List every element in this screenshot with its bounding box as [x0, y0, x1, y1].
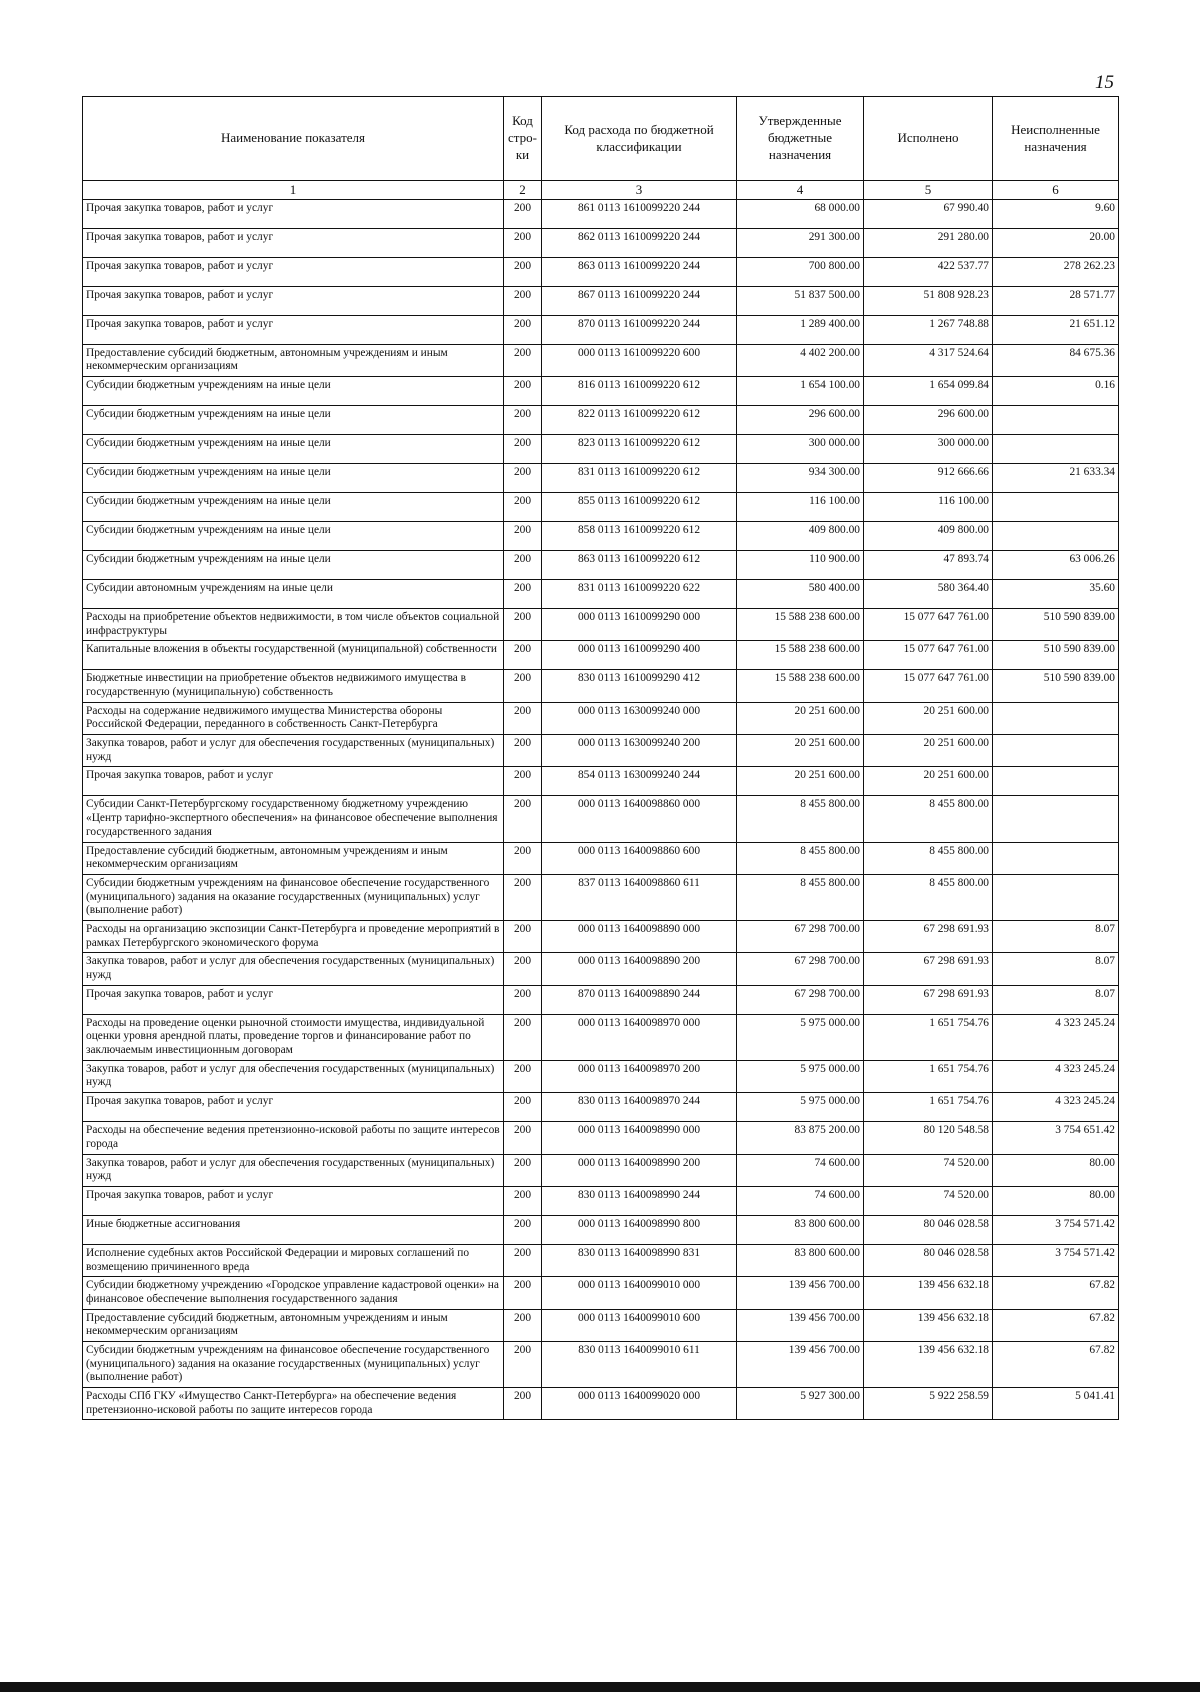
- row-expense-code: 000 0113 1640098990 200: [542, 1154, 737, 1186]
- row-name: Закупка товаров, работ и услуг для обеспечения государственных (муниципальных) нужд: [83, 735, 504, 767]
- row-unexecuted-amount: 8.07: [993, 985, 1119, 1014]
- row-name: Субсидии бюджетным учреждениям на иные цели: [83, 521, 504, 550]
- table-row: [83, 521, 1119, 550]
- row-unexecuted-amount: 67.82: [993, 1309, 1119, 1341]
- row-unexecuted-amount: 510 590 839.00: [993, 608, 1119, 640]
- table-row: [83, 735, 1119, 767]
- row-name: Прочая закупка товаров, работ и услуг: [83, 1186, 504, 1215]
- row-executed-amount: 15 077 647 761.00: [864, 670, 993, 702]
- row-line-code: 200: [504, 1186, 542, 1215]
- row-approved-amount: 5 975 000.00: [737, 1093, 864, 1122]
- table-row: [83, 376, 1119, 405]
- row-unexecuted-amount: [993, 735, 1119, 767]
- row-line-code: 200: [504, 670, 542, 702]
- row-unexecuted-amount: [993, 405, 1119, 434]
- row-unexecuted-amount: [993, 434, 1119, 463]
- row-line-code: 200: [504, 463, 542, 492]
- table-row: [83, 1060, 1119, 1092]
- row-line-code: 200: [504, 953, 542, 985]
- table-row: [83, 315, 1119, 344]
- row-executed-amount: 116 100.00: [864, 492, 993, 521]
- row-name: Закупка товаров, работ и услуг для обеспечения государственных (муниципальных) нужд: [83, 953, 504, 985]
- row-name: Прочая закупка товаров, работ и услуг: [83, 286, 504, 315]
- row-unexecuted-amount: [993, 521, 1119, 550]
- column-number: 6: [993, 181, 1119, 200]
- row-approved-amount: 15 588 238 600.00: [737, 608, 864, 640]
- row-line-code: 200: [504, 1309, 542, 1341]
- table-row: [83, 985, 1119, 1014]
- row-expense-code: 867 0113 1610099220 244: [542, 286, 737, 315]
- row-executed-amount: 580 364.40: [864, 579, 993, 608]
- row-expense-code: 858 0113 1610099220 612: [542, 521, 737, 550]
- row-name: Расходы СПб ГКУ «Имущество Санкт-Петербурга» на обеспечение ведения претензионно-исковой работы по защите интересов города: [83, 1388, 504, 1420]
- row-approved-amount: 20 251 600.00: [737, 767, 864, 796]
- row-name: Расходы на приобретение объектов недвижимости, в том числе объектов социальной инфраструктуры: [83, 608, 504, 640]
- table-row: [83, 1215, 1119, 1244]
- row-approved-amount: 5 975 000.00: [737, 1014, 864, 1060]
- row-expense-code: 000 0113 1610099290 400: [542, 641, 737, 670]
- row-name: Субсидии бюджетным учреждениям на иные цели: [83, 434, 504, 463]
- row-name: Прочая закупка товаров, работ и услуг: [83, 767, 504, 796]
- row-executed-amount: 80 046 028.58: [864, 1215, 993, 1244]
- row-approved-amount: 68 000.00: [737, 199, 864, 228]
- row-unexecuted-amount: [993, 842, 1119, 874]
- row-name: Прочая закупка товаров, работ и услуг: [83, 257, 504, 286]
- row-executed-amount: 4 317 524.64: [864, 344, 993, 376]
- row-executed-amount: 74 520.00: [864, 1186, 993, 1215]
- row-unexecuted-amount: 510 590 839.00: [993, 641, 1119, 670]
- row-approved-amount: 5 927 300.00: [737, 1388, 864, 1420]
- table-row: [83, 434, 1119, 463]
- row-approved-amount: 67 298 700.00: [737, 953, 864, 985]
- row-executed-amount: 300 000.00: [864, 434, 993, 463]
- row-name: Субсидии Санкт-Петербургскому государственному бюджетному учреждению «Центр тарифно-экспертного обеспечения» на финансовое обеспечение выполнения государственного задания: [83, 796, 504, 842]
- row-line-code: 200: [504, 735, 542, 767]
- row-unexecuted-amount: 84 675.36: [993, 344, 1119, 376]
- row-unexecuted-amount: 67.82: [993, 1342, 1119, 1388]
- row-unexecuted-amount: 3 754 651.42: [993, 1122, 1119, 1154]
- row-unexecuted-amount: 63 006.26: [993, 550, 1119, 579]
- row-expense-code: 837 0113 1640098860 611: [542, 874, 737, 920]
- row-unexecuted-amount: 8.07: [993, 953, 1119, 985]
- row-line-code: 200: [504, 608, 542, 640]
- row-name: Субсидии бюджетным учреждениям на иные цели: [83, 405, 504, 434]
- column-number: 4: [737, 181, 864, 200]
- row-executed-amount: 139 456 632.18: [864, 1277, 993, 1309]
- row-executed-amount: 80 046 028.58: [864, 1244, 993, 1276]
- row-line-code: 200: [504, 1277, 542, 1309]
- row-executed-amount: 67 298 691.93: [864, 953, 993, 985]
- row-name: Субсидии бюджетным учреждениям на иные цели: [83, 463, 504, 492]
- row-expense-code: 830 0113 1640098990 244: [542, 1186, 737, 1215]
- row-name: Прочая закупка товаров, работ и услуг: [83, 199, 504, 228]
- row-approved-amount: 934 300.00: [737, 463, 864, 492]
- row-line-code: 200: [504, 796, 542, 842]
- row-executed-amount: 67 298 691.93: [864, 985, 993, 1014]
- row-approved-amount: 1 289 400.00: [737, 315, 864, 344]
- column-header-line-code: Код стро- ки: [504, 97, 542, 181]
- row-approved-amount: 8 455 800.00: [737, 874, 864, 920]
- row-approved-amount: 139 456 700.00: [737, 1277, 864, 1309]
- row-line-code: 200: [504, 874, 542, 920]
- column-header-approved: Утвержденные бюджетные назначения: [737, 97, 864, 181]
- table-row: [83, 641, 1119, 670]
- row-expense-code: 000 0113 1610099220 600: [542, 344, 737, 376]
- row-unexecuted-amount: 21 633.34: [993, 463, 1119, 492]
- row-line-code: 200: [504, 1388, 542, 1420]
- row-line-code: 200: [504, 521, 542, 550]
- row-executed-amount: 139 456 632.18: [864, 1342, 993, 1388]
- row-executed-amount: 8 455 800.00: [864, 796, 993, 842]
- row-line-code: 200: [504, 344, 542, 376]
- row-executed-amount: 74 520.00: [864, 1154, 993, 1186]
- row-unexecuted-amount: 80.00: [993, 1154, 1119, 1186]
- row-unexecuted-amount: 20.00: [993, 228, 1119, 257]
- row-name: Расходы на проведение оценки рыночной стоимости имущества, индивидуальной оценки уровня арендной платы, проведение торгов и финансирование работ по заключаемым инвестиционным договорам: [83, 1014, 504, 1060]
- row-unexecuted-amount: 510 590 839.00: [993, 670, 1119, 702]
- row-approved-amount: 5 975 000.00: [737, 1060, 864, 1092]
- row-approved-amount: 20 251 600.00: [737, 735, 864, 767]
- row-approved-amount: 409 800.00: [737, 521, 864, 550]
- row-unexecuted-amount: 278 262.23: [993, 257, 1119, 286]
- row-approved-amount: 15 588 238 600.00: [737, 670, 864, 702]
- row-expense-code: 861 0113 1610099220 244: [542, 199, 737, 228]
- row-line-code: 200: [504, 985, 542, 1014]
- row-expense-code: 816 0113 1610099220 612: [542, 376, 737, 405]
- table-row: [83, 608, 1119, 640]
- row-approved-amount: 296 600.00: [737, 405, 864, 434]
- table-row: [83, 286, 1119, 315]
- row-approved-amount: 300 000.00: [737, 434, 864, 463]
- column-number: 2: [504, 181, 542, 200]
- row-executed-amount: 296 600.00: [864, 405, 993, 434]
- table-body: [83, 199, 1119, 1420]
- row-executed-amount: 20 251 600.00: [864, 767, 993, 796]
- row-executed-amount: 8 455 800.00: [864, 842, 993, 874]
- row-approved-amount: 8 455 800.00: [737, 796, 864, 842]
- row-name: Капитальные вложения в объекты государственной (муниципальной) собственности: [83, 641, 504, 670]
- table-row: [83, 1186, 1119, 1215]
- row-name: Расходы на обеспечение ведения претензионно-исковой работы по защите интересов города: [83, 1122, 504, 1154]
- row-name: Субсидии бюджетным учреждениям на иные цели: [83, 550, 504, 579]
- row-executed-amount: 1 267 748.88: [864, 315, 993, 344]
- row-executed-amount: 422 537.77: [864, 257, 993, 286]
- row-executed-amount: 67 990.40: [864, 199, 993, 228]
- row-executed-amount: 409 800.00: [864, 521, 993, 550]
- column-number: 1: [83, 181, 504, 200]
- row-expense-code: 830 0113 1610099290 412: [542, 670, 737, 702]
- row-executed-amount: 139 456 632.18: [864, 1309, 993, 1341]
- row-unexecuted-amount: 0.16: [993, 376, 1119, 405]
- row-approved-amount: 74 600.00: [737, 1186, 864, 1215]
- row-name: Субсидии бюджетным учреждениям на финансовое обеспечение государственного (муниципального) задания на оказание государственных (муниципальных) услуг (выполнение работ): [83, 874, 504, 920]
- row-expense-code: 870 0113 1610099220 244: [542, 315, 737, 344]
- page-number: 15: [1095, 72, 1114, 93]
- budget-execution-table: [82, 96, 1119, 1420]
- row-executed-amount: 47 893.74: [864, 550, 993, 579]
- row-executed-amount: 8 455 800.00: [864, 874, 993, 920]
- table-row: [83, 1154, 1119, 1186]
- row-line-code: 200: [504, 286, 542, 315]
- row-expense-code: 000 0113 1630099240 000: [542, 702, 737, 734]
- row-approved-amount: 700 800.00: [737, 257, 864, 286]
- row-name: Исполнение судебных актов Российской Федерации и мировых соглашений по возмещению причиненного вреда: [83, 1244, 504, 1276]
- row-approved-amount: 580 400.00: [737, 579, 864, 608]
- row-approved-amount: 4 402 200.00: [737, 344, 864, 376]
- row-line-code: 200: [504, 1060, 542, 1092]
- row-line-code: 200: [504, 920, 542, 952]
- row-executed-amount: 20 251 600.00: [864, 735, 993, 767]
- row-expense-code: 000 0113 1640098890 000: [542, 920, 737, 952]
- row-expense-code: 831 0113 1610099220 612: [542, 463, 737, 492]
- row-expense-code: 000 0113 1640098990 000: [542, 1122, 737, 1154]
- row-line-code: 200: [504, 1244, 542, 1276]
- table-row: [83, 405, 1119, 434]
- row-approved-amount: 110 900.00: [737, 550, 864, 579]
- table-row: [83, 1342, 1119, 1388]
- row-unexecuted-amount: [993, 702, 1119, 734]
- row-approved-amount: 139 456 700.00: [737, 1309, 864, 1341]
- row-expense-code: 000 0113 1640098860 600: [542, 842, 737, 874]
- row-line-code: 200: [504, 257, 542, 286]
- row-expense-code: 830 0113 1640099010 611: [542, 1342, 737, 1388]
- row-name: Субсидии бюджетным учреждениям на финансовое обеспечение государственного (муниципального) задания на оказание государственных (муниципальных) услуг (выполнение работ): [83, 1342, 504, 1388]
- row-unexecuted-amount: 28 571.77: [993, 286, 1119, 315]
- row-expense-code: 854 0113 1630099240 244: [542, 767, 737, 796]
- row-line-code: 200: [504, 641, 542, 670]
- row-expense-code: 822 0113 1610099220 612: [542, 405, 737, 434]
- table-row: [83, 228, 1119, 257]
- row-executed-amount: 5 922 258.59: [864, 1388, 993, 1420]
- row-unexecuted-amount: 4 323 245.24: [993, 1093, 1119, 1122]
- row-name: Предоставление субсидий бюджетным, автономным учреждениям и иным некоммерческим организациям: [83, 1309, 504, 1341]
- table-row: [83, 463, 1119, 492]
- row-executed-amount: 1 651 754.76: [864, 1093, 993, 1122]
- row-unexecuted-amount: 8.07: [993, 920, 1119, 952]
- row-approved-amount: 8 455 800.00: [737, 842, 864, 874]
- row-name: Прочая закупка товаров, работ и услуг: [83, 228, 504, 257]
- column-header-executed: Исполнено: [864, 97, 993, 181]
- table-row: [83, 1093, 1119, 1122]
- row-line-code: 200: [504, 1014, 542, 1060]
- row-name: Расходы на содержание недвижимого имущества Министерства обороны Российской Федерации, переданного в собственность Санкт-Петербурга: [83, 702, 504, 734]
- table-row: [83, 702, 1119, 734]
- row-line-code: 200: [504, 550, 542, 579]
- row-approved-amount: 139 456 700.00: [737, 1342, 864, 1388]
- row-expense-code: 830 0113 1640098970 244: [542, 1093, 737, 1122]
- row-expense-code: 000 0113 1640098970 200: [542, 1060, 737, 1092]
- row-unexecuted-amount: [993, 767, 1119, 796]
- row-name: Субсидии бюджетному учреждению «Городское управление кадастровой оценки» на финансовое обеспечение выполнения государственного задания: [83, 1277, 504, 1309]
- row-executed-amount: 15 077 647 761.00: [864, 641, 993, 670]
- row-expense-code: 000 0113 1630099240 200: [542, 735, 737, 767]
- row-executed-amount: 51 808 928.23: [864, 286, 993, 315]
- row-unexecuted-amount: 35.60: [993, 579, 1119, 608]
- table-row: [83, 550, 1119, 579]
- row-unexecuted-amount: 3 754 571.42: [993, 1244, 1119, 1276]
- table-row: [83, 842, 1119, 874]
- row-line-code: 200: [504, 199, 542, 228]
- row-expense-code: 000 0113 1640099010 600: [542, 1309, 737, 1341]
- row-expense-code: 000 0113 1640099020 000: [542, 1388, 737, 1420]
- table-row: [83, 796, 1119, 842]
- table-row: [83, 953, 1119, 985]
- row-unexecuted-amount: 4 323 245.24: [993, 1014, 1119, 1060]
- row-expense-code: 000 0113 1610099290 000: [542, 608, 737, 640]
- column-header-unexecuted: Неисполненные назначения: [993, 97, 1119, 181]
- row-line-code: 200: [504, 1093, 542, 1122]
- row-approved-amount: 83 800 600.00: [737, 1244, 864, 1276]
- row-unexecuted-amount: 9.60: [993, 199, 1119, 228]
- table-row: [83, 1244, 1119, 1276]
- row-expense-code: 870 0113 1640098890 244: [542, 985, 737, 1014]
- row-line-code: 200: [504, 376, 542, 405]
- table-row: [83, 492, 1119, 521]
- row-expense-code: 831 0113 1610099220 622: [542, 579, 737, 608]
- row-approved-amount: 67 298 700.00: [737, 920, 864, 952]
- column-number: 3: [542, 181, 737, 200]
- row-approved-amount: 15 588 238 600.00: [737, 641, 864, 670]
- row-name: Прочая закупка товаров, работ и услуг: [83, 985, 504, 1014]
- column-number-row: [83, 181, 1119, 200]
- table-row: [83, 1277, 1119, 1309]
- row-expense-code: 000 0113 1640098860 000: [542, 796, 737, 842]
- row-expense-code: 000 0113 1640098990 800: [542, 1215, 737, 1244]
- row-line-code: 200: [504, 1342, 542, 1388]
- row-name: Бюджетные инвестиции на приобретение объектов недвижимого имущества в государственную (муниципальную) собственность: [83, 670, 504, 702]
- row-line-code: 200: [504, 579, 542, 608]
- row-executed-amount: 80 120 548.58: [864, 1122, 993, 1154]
- column-header-name: Наименование показателя: [83, 97, 504, 181]
- row-name: Предоставление субсидий бюджетным, автономным учреждениям и иным некоммерческим организациям: [83, 842, 504, 874]
- row-approved-amount: 291 300.00: [737, 228, 864, 257]
- table-row: [83, 874, 1119, 920]
- row-expense-code: 863 0113 1610099220 244: [542, 257, 737, 286]
- table-row: [83, 257, 1119, 286]
- row-expense-code: 862 0113 1610099220 244: [542, 228, 737, 257]
- row-executed-amount: 1 651 754.76: [864, 1060, 993, 1092]
- row-executed-amount: 1 654 099.84: [864, 376, 993, 405]
- row-expense-code: 000 0113 1640098890 200: [542, 953, 737, 985]
- row-name: Расходы на организацию экспозиции Санкт-Петербурга и проведение мероприятий в рамках Петербургского экономического форума: [83, 920, 504, 952]
- row-approved-amount: 83 875 200.00: [737, 1122, 864, 1154]
- row-line-code: 200: [504, 492, 542, 521]
- scan-bottom-edge: [0, 1682, 1200, 1692]
- row-name: Прочая закупка товаров, работ и услуг: [83, 315, 504, 344]
- row-unexecuted-amount: 5 041.41: [993, 1388, 1119, 1420]
- row-line-code: 200: [504, 315, 542, 344]
- row-line-code: 200: [504, 702, 542, 734]
- table-row: [83, 344, 1119, 376]
- row-unexecuted-amount: [993, 492, 1119, 521]
- row-expense-code: 830 0113 1640098990 831: [542, 1244, 737, 1276]
- row-approved-amount: 67 298 700.00: [737, 985, 864, 1014]
- row-name: Иные бюджетные ассигнования: [83, 1215, 504, 1244]
- row-executed-amount: 20 251 600.00: [864, 702, 993, 734]
- row-line-code: 200: [504, 228, 542, 257]
- row-approved-amount: 74 600.00: [737, 1154, 864, 1186]
- row-unexecuted-amount: [993, 796, 1119, 842]
- row-unexecuted-amount: 80.00: [993, 1186, 1119, 1215]
- table-row: [83, 670, 1119, 702]
- row-unexecuted-amount: 21 651.12: [993, 315, 1119, 344]
- row-unexecuted-amount: 3 754 571.42: [993, 1215, 1119, 1244]
- table-row: [83, 199, 1119, 228]
- row-approved-amount: 1 654 100.00: [737, 376, 864, 405]
- row-executed-amount: 291 280.00: [864, 228, 993, 257]
- row-approved-amount: 116 100.00: [737, 492, 864, 521]
- column-number: 5: [864, 181, 993, 200]
- row-line-code: 200: [504, 405, 542, 434]
- row-name: Закупка товаров, работ и услуг для обеспечения государственных (муниципальных) нужд: [83, 1154, 504, 1186]
- row-expense-code: 855 0113 1610099220 612: [542, 492, 737, 521]
- row-unexecuted-amount: 4 323 245.24: [993, 1060, 1119, 1092]
- row-executed-amount: 1 651 754.76: [864, 1014, 993, 1060]
- column-header-expense-code: Код расхода по бюджетной классификации: [542, 97, 737, 181]
- row-line-code: 200: [504, 842, 542, 874]
- row-executed-amount: 67 298 691.93: [864, 920, 993, 952]
- row-name: Прочая закупка товаров, работ и услуг: [83, 1093, 504, 1122]
- row-name: Субсидии бюджетным учреждениям на иные цели: [83, 492, 504, 521]
- row-name: Закупка товаров, работ и услуг для обеспечения государственных (муниципальных) нужд: [83, 1060, 504, 1092]
- row-expense-code: 863 0113 1610099220 612: [542, 550, 737, 579]
- table-row: [83, 1122, 1119, 1154]
- row-name: Субсидии бюджетным учреждениям на иные цели: [83, 376, 504, 405]
- row-approved-amount: 20 251 600.00: [737, 702, 864, 734]
- row-line-code: 200: [504, 767, 542, 796]
- row-line-code: 200: [504, 1154, 542, 1186]
- table-row: [83, 1388, 1119, 1420]
- row-name: Субсидии автономным учреждениям на иные цели: [83, 579, 504, 608]
- row-expense-code: 823 0113 1610099220 612: [542, 434, 737, 463]
- row-executed-amount: 912 666.66: [864, 463, 993, 492]
- row-expense-code: 000 0113 1640099010 000: [542, 1277, 737, 1309]
- table-header-row: [83, 97, 1119, 181]
- row-line-code: 200: [504, 434, 542, 463]
- row-unexecuted-amount: 67.82: [993, 1277, 1119, 1309]
- row-unexecuted-amount: [993, 874, 1119, 920]
- table-row: [83, 1309, 1119, 1341]
- row-expense-code: 000 0113 1640098970 000: [542, 1014, 737, 1060]
- table-row: [83, 920, 1119, 952]
- row-approved-amount: 83 800 600.00: [737, 1215, 864, 1244]
- row-line-code: 200: [504, 1122, 542, 1154]
- row-line-code: 200: [504, 1215, 542, 1244]
- table-row: [83, 579, 1119, 608]
- row-executed-amount: 15 077 647 761.00: [864, 608, 993, 640]
- table-row: [83, 767, 1119, 796]
- table-row: [83, 1014, 1119, 1060]
- row-approved-amount: 51 837 500.00: [737, 286, 864, 315]
- row-name: Предоставление субсидий бюджетным, автономным учреждениям и иным некоммерческим организациям: [83, 344, 504, 376]
